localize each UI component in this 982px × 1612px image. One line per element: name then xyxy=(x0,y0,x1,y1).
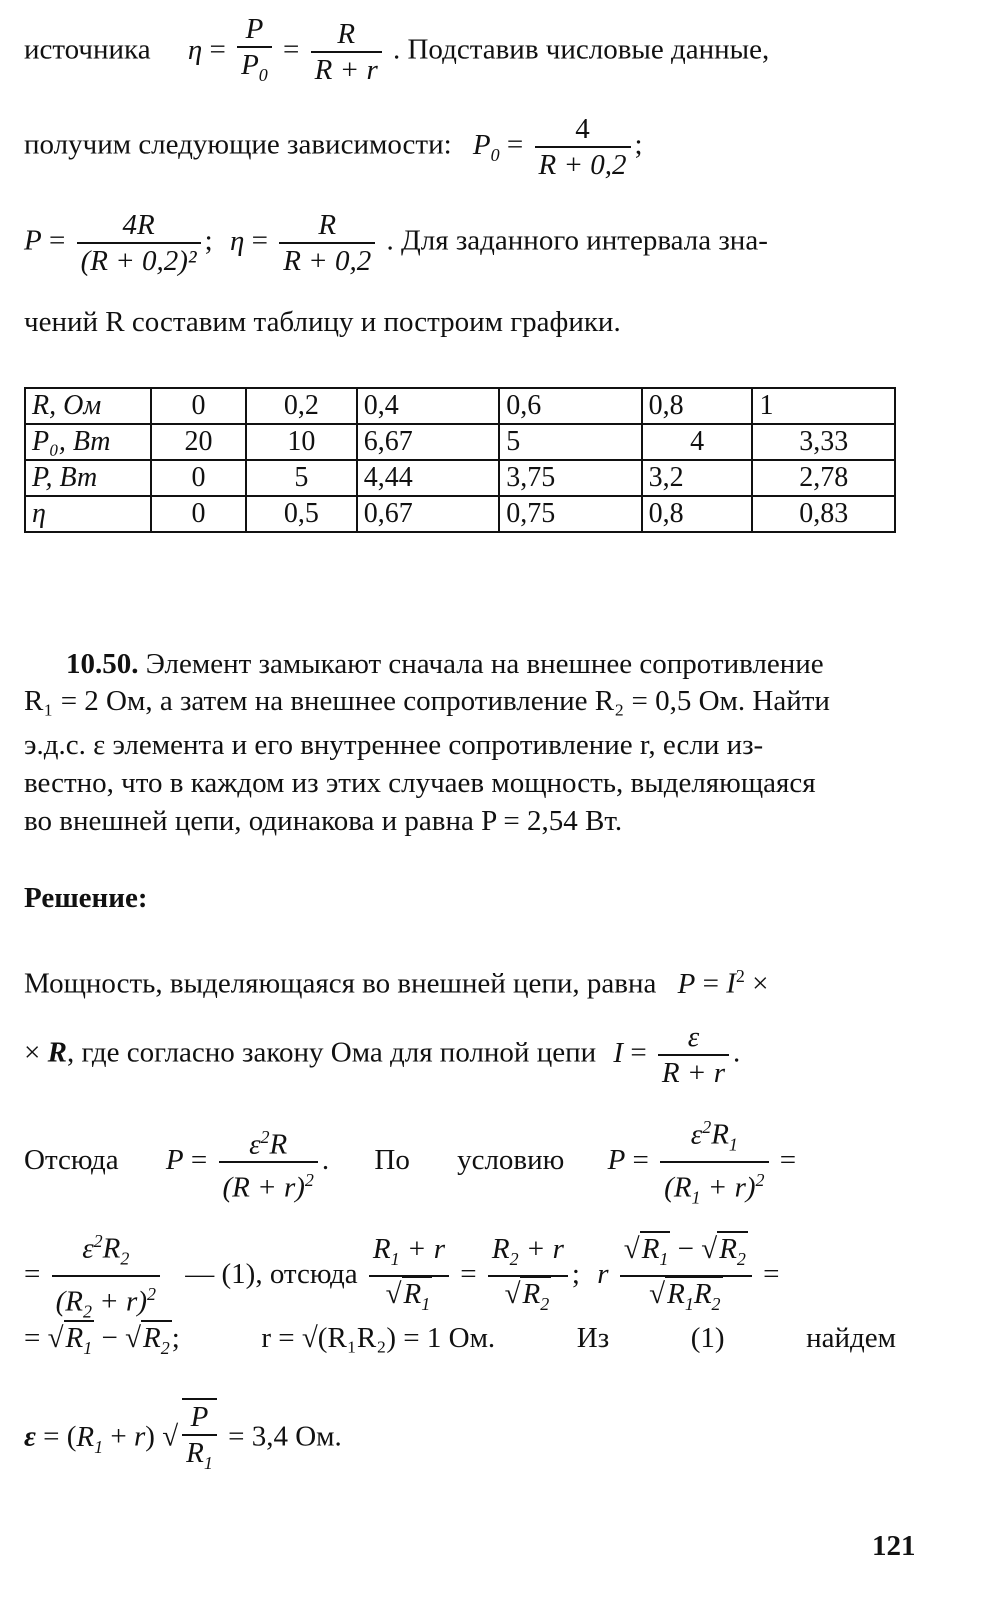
problem-line: э.д.с. ε элемента и его внутреннее сопротивление r, если из- xyxy=(24,729,764,761)
table-row xyxy=(25,388,895,424)
table-cell: 3,33 xyxy=(752,424,895,460)
fraction-p0: $\frac{4}{R + 0,2}$ xyxy=(535,112,631,182)
solution-line: = $√R_1 - √R_2$; r = √(R₁R₂) = 1 Ом. Из (1) найдем xyxy=(24,1322,896,1358)
fraction-power-r1: $\frac{\varepsilon^2R_1}{(R_1 + r)^2}$ xyxy=(660,1110,768,1215)
formula-line-p-eta: P = $\frac{4R}{\text{(R + 0,2)²}}$ ; η = $\frac{R}{R + 0,2}$ . Для заданного интервала зна- xyxy=(24,209,768,277)
problem-line: вестно, что в каждом из этих случаев мощность, выделяющаяся xyxy=(24,767,816,799)
table-cell: 0,4 xyxy=(357,388,499,424)
fraction-p-over-p0: $\frac{P}{P_0}$ xyxy=(237,12,272,92)
table-cell: 0,67 xyxy=(357,496,499,532)
table-cell: 5 xyxy=(499,424,641,460)
table-cell: 0 xyxy=(151,460,246,496)
solution-line: × R, где согласно закону Ома для полной цепи I = $\frac{\varepsilon}{R + r}$ . xyxy=(24,1021,741,1089)
table-cell: 10 xyxy=(246,424,357,460)
table-cell: 6,67 xyxy=(357,424,499,460)
solution-line: = $\frac{\varepsilon^2R_2}{(R_2 + r)^2}$ — (1), отсюда $\frac{R_1 + r}{√R_1}$ = $\frac{R_2 + r}{√R_2}$ ; r $\frac{√R_1 - √R_2}{√R_1R_2}$ = xyxy=(24,1224,920,1329)
table-cell: 0,75 xyxy=(499,496,641,532)
table-cell: 0,6 xyxy=(499,388,641,424)
table-cell: 0,2 xyxy=(246,388,357,424)
problem-line: 10.50. Элемент замыкают сначала на внешнее сопротивление xyxy=(66,648,824,680)
deps-text: получим следующие зависимости: xyxy=(24,128,452,161)
eta-symbol: η xyxy=(187,33,203,66)
solution-line: $\varepsilon = (R_1 + r)$ √ $\frac{P}{R_1}$ = 3,4 Ом. xyxy=(24,1398,920,1480)
table-cell: 3,2 xyxy=(642,460,753,496)
table-cell: 2,78 xyxy=(752,460,895,496)
table-cell: 4 xyxy=(642,424,753,460)
table-row xyxy=(25,496,895,532)
fraction-p: $\frac{4R}{\text{(R + 0,2)²}}$ xyxy=(77,208,201,278)
fraction-r2: $\frac{R_2 + r}{√R_2}$ xyxy=(488,1232,568,1322)
table-cell: 0,8 xyxy=(642,496,753,532)
row-header: R, Ом xyxy=(25,388,151,424)
fraction-power-r2: $\frac{\varepsilon^2R_2}{(R_2 + r)^2}$ xyxy=(52,1224,160,1329)
table-cell: 4,44 xyxy=(357,460,499,496)
row-header: η xyxy=(25,496,151,532)
fraction-power: $\frac{\varepsilon^2R}{(R + r)^2}$ xyxy=(219,1120,318,1205)
values-table xyxy=(24,387,896,533)
fraction-r1: $\frac{R_1 + r}{√R_1}$ xyxy=(369,1232,449,1322)
page-number: 121 xyxy=(872,1530,916,1562)
solution-line: Мощность, выделяющаяся во внешней цепи, равна $P = I^2$ × xyxy=(24,966,769,1000)
word-source: источника xyxy=(24,33,151,66)
table-cell: 1 xyxy=(752,388,895,424)
table-cell: 0,5 xyxy=(246,496,357,532)
problem-line: R₁ = 2 Ом, а затем на внешнее сопротивление R₂ = 0,5 Ом. Найти xyxy=(24,685,830,717)
formula-line-p0: получим следующие зависимости: $P_0$ = $\frac{4}{R + 0,2}$ ; xyxy=(24,113,643,181)
interval-text: . Для заданного интервала зна- xyxy=(386,224,768,257)
fraction-current: $\frac{\varepsilon}{R + r}$ xyxy=(658,1020,729,1090)
solution-heading: Решение: xyxy=(24,882,148,914)
fraction-r-over-rr: $\frac{R}{R + r}$ xyxy=(311,17,382,87)
table-cell: 0,8 xyxy=(642,388,753,424)
fraction-final: $\frac{P}{R_1}$ xyxy=(182,1398,217,1480)
table-cell: 0,83 xyxy=(752,496,895,532)
row-header: P, Вт xyxy=(25,460,151,496)
formula-line-efficiency: источника η = $\frac{P}{P_0}$ = $\frac{R}{R + r}$ . Подставив числовые данные, xyxy=(24,12,920,92)
fraction-eta: $\frac{R}{R + 0,2}$ xyxy=(279,208,375,278)
problem-line: во внешней цепи, одинакова и равна P = 2,54 Вт. xyxy=(24,805,623,837)
fraction-sqrt: $\frac{√R_1 - √R_2}{√R_1R_2}$ xyxy=(620,1232,752,1322)
solution-line: Отсюда P = $\frac{\varepsilon^2R}{(R + r)^2}$ . По условию P = $\frac{\varepsilon^2R_1}{(R_1 + r)^2}$ = xyxy=(24,1110,920,1215)
table-intro-line: чений R составим таблицу и построим графики. xyxy=(24,306,621,338)
problem-number: 10.50. xyxy=(66,648,139,680)
table-cell: 5 xyxy=(246,460,357,496)
table-cell: 20 xyxy=(151,424,246,460)
table-cell: 0 xyxy=(151,496,246,532)
substitution-text: . Подставив числовые данные, xyxy=(392,33,770,66)
row-header: P₀, Вт xyxy=(25,424,151,460)
table-row xyxy=(25,424,895,460)
table-row xyxy=(25,460,895,496)
table-cell: 3,75 xyxy=(499,460,641,496)
table-cell: 0 xyxy=(151,388,246,424)
